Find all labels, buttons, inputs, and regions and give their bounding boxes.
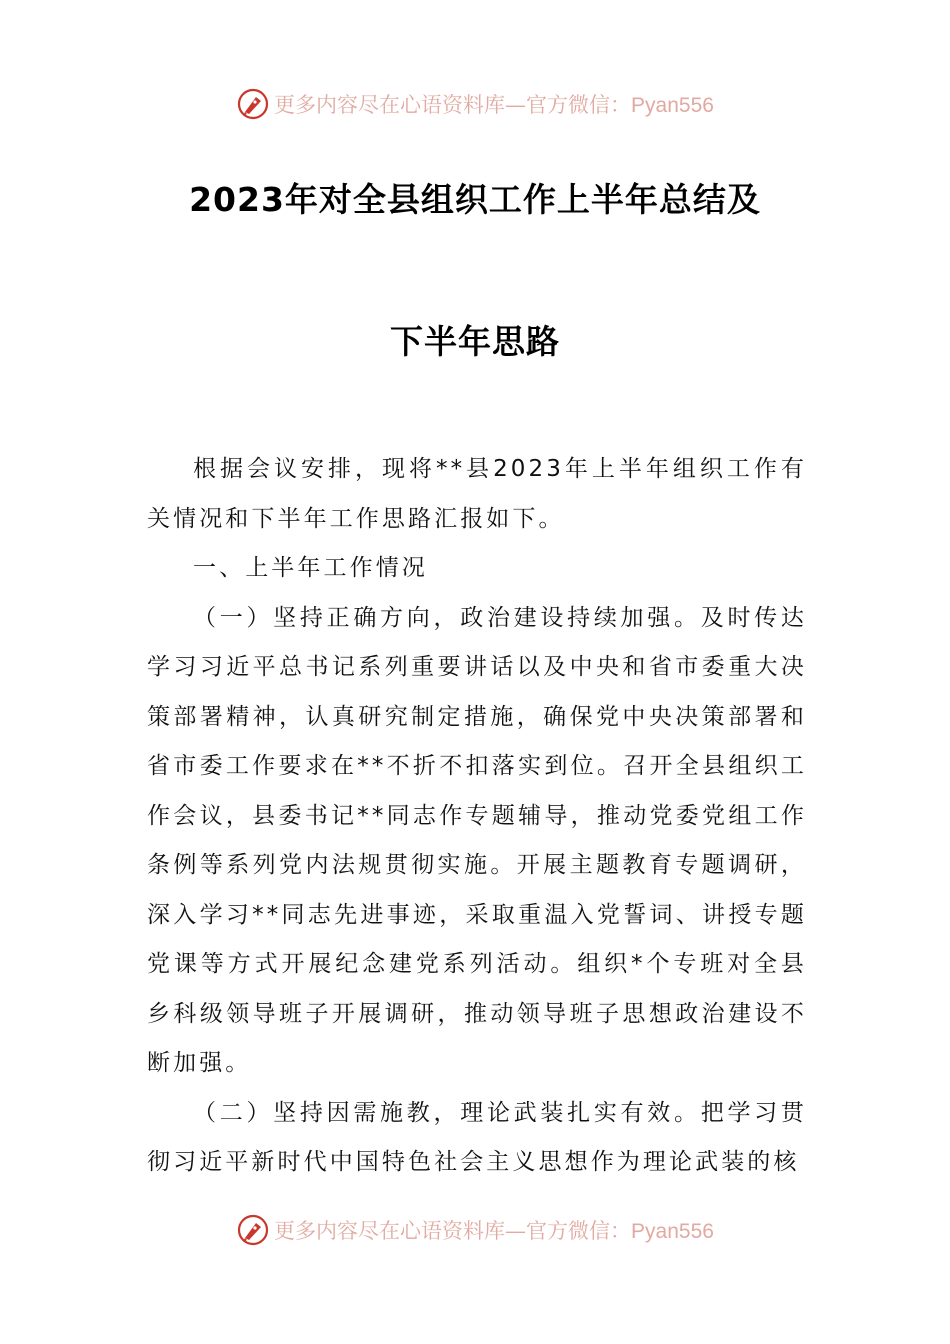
paragraph-theory-education: （二）坚持因需施教，理论武装扎实有效。把学习贯彻习近平新时代中国特色社会主义思想作为理论武装的核 [147,1099,807,1175]
footer-watermark [0,1210,950,1250]
document-body [147,445,807,1188]
pen-nib-logo-icon [236,87,270,121]
paragraph-political-construction: （一）坚持正确方向，政治建设持续加强。及时传达学习习近平总书记系列重要讲话以及中央和省市委重大决策部署精神，认真研究制定措施，确保党中央决策部署和省市委工作要求在**不折不扣落实到位。召开全县组织工作会议，县委书记**同志作专题辅导，推动党委党组工作条例等系列党内法规贯彻实施。开展主题教育专题调研，深入学习**同志先进事迹，采取重温入党誓词、讲授专题党课等方式开展纪念建党系列活动。组织*个专班对全县乡科级领导班子开展调研，推动领导班子思想政治建设不断加强。 [147,604,807,1076]
section-heading: 一、上半年工作情况 [193,555,428,581]
document-title-line-1: 2023年对全县组织工作上半年总结及 [189,180,761,219]
watermark-text: 更多内容尽在心语资料库—官方微信：Pyan556 [274,1219,714,1243]
pen-nib-logo-icon [236,1213,270,1247]
header-watermark [0,84,950,124]
watermark-text: 更多内容尽在心语资料库—官方微信：Pyan556 [274,93,714,117]
document-title-line-2: 下半年思路 [390,322,560,361]
paragraph-intro: 根据会议安排，现将**县2023年上半年组织工作有关情况和下半年工作思路汇报如下。 [147,456,807,532]
